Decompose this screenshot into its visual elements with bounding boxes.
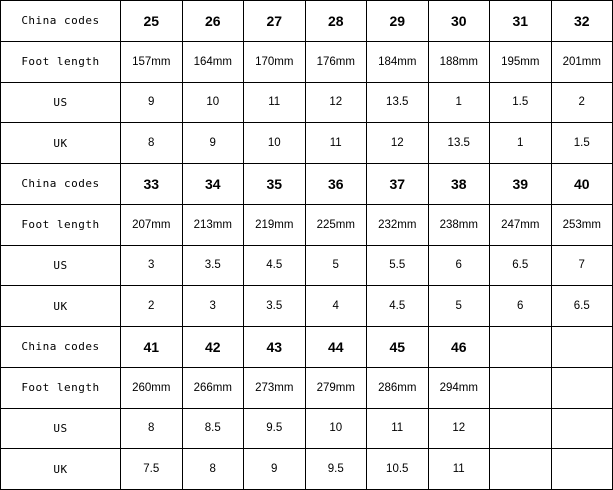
cell-china-code: 34 [182, 164, 244, 205]
cell-uk-size: 7.5 [121, 449, 183, 490]
cell-foot-length: 266mm [182, 367, 244, 408]
table-row [1, 1, 613, 42]
cell-foot-length: 219mm [244, 204, 306, 245]
table-row [1, 408, 613, 449]
cell-uk-size: 11 [305, 123, 367, 164]
cell-foot-length: 213mm [182, 204, 244, 245]
cell-uk-size: 8 [121, 123, 183, 164]
cell-foot-length: 286mm [367, 367, 429, 408]
cell-china-code: 29 [367, 1, 429, 42]
cell-us-size: 8 [121, 408, 183, 449]
table-row [1, 123, 613, 164]
cell-china-code: 31 [490, 1, 552, 42]
cell-china-code: 44 [305, 327, 367, 368]
cell-uk-size: 8 [182, 449, 244, 490]
cell-foot-length: 201mm [551, 41, 613, 82]
table-row [1, 41, 613, 82]
cell-us-size: 2 [551, 82, 613, 123]
cell-china-code: 36 [305, 164, 367, 205]
table-row [1, 449, 613, 490]
cell-uk-size: 1 [490, 123, 552, 164]
cell-foot-length: 238mm [428, 204, 490, 245]
cell-china-code: 30 [428, 1, 490, 42]
cell-uk-size: 9 [244, 449, 306, 490]
cell-china-code: 41 [121, 327, 183, 368]
cell-china-code: 27 [244, 1, 306, 42]
cell-foot-length: 273mm [244, 367, 306, 408]
cell-china-code: 28 [305, 1, 367, 42]
table-row [1, 164, 613, 205]
cell-china-code: 26 [182, 1, 244, 42]
cell-china-code: 43 [244, 327, 306, 368]
cell-uk-size: 10 [244, 123, 306, 164]
cell-empty [551, 367, 613, 408]
cell-foot-length: 253mm [551, 204, 613, 245]
cell-uk-size: 9 [182, 123, 244, 164]
cell-empty [551, 408, 613, 449]
cell-uk-size: 6 [490, 286, 552, 327]
cell-empty [490, 408, 552, 449]
row-label-us: US [1, 82, 121, 123]
cell-china-code: 25 [121, 1, 183, 42]
table-row [1, 204, 613, 245]
row-label-foot-length: Foot length [1, 41, 121, 82]
cell-us-size: 5.5 [367, 245, 429, 286]
cell-us-size: 3.5 [182, 245, 244, 286]
cell-us-size: 8.5 [182, 408, 244, 449]
cell-foot-length: 260mm [121, 367, 183, 408]
cell-foot-length: 184mm [367, 41, 429, 82]
cell-foot-length: 170mm [244, 41, 306, 82]
row-label-us: US [1, 245, 121, 286]
row-label-china-codes: China codes [1, 327, 121, 368]
cell-china-code: 38 [428, 164, 490, 205]
table-row [1, 367, 613, 408]
table-row [1, 286, 613, 327]
cell-empty [551, 449, 613, 490]
cell-uk-size: 11 [428, 449, 490, 490]
cell-china-code: 37 [367, 164, 429, 205]
cell-empty [490, 449, 552, 490]
cell-uk-size: 12 [367, 123, 429, 164]
row-label-china-codes: China codes [1, 164, 121, 205]
cell-china-code: 39 [490, 164, 552, 205]
cell-us-size: 12 [428, 408, 490, 449]
row-label-uk: UK [1, 449, 121, 490]
cell-foot-length: 232mm [367, 204, 429, 245]
cell-empty [490, 367, 552, 408]
cell-china-code: 35 [244, 164, 306, 205]
cell-us-size: 1 [428, 82, 490, 123]
row-label-foot-length: Foot length [1, 204, 121, 245]
cell-us-size: 12 [305, 82, 367, 123]
cell-foot-length: 164mm [182, 41, 244, 82]
cell-foot-length: 279mm [305, 367, 367, 408]
table-row [1, 82, 613, 123]
cell-uk-size: 9.5 [305, 449, 367, 490]
cell-foot-length: 176mm [305, 41, 367, 82]
cell-uk-size: 4.5 [367, 286, 429, 327]
cell-us-size: 11 [244, 82, 306, 123]
cell-china-code: 45 [367, 327, 429, 368]
cell-us-size: 6.5 [490, 245, 552, 286]
cell-us-size: 13.5 [367, 82, 429, 123]
cell-uk-size: 10.5 [367, 449, 429, 490]
cell-us-size: 10 [305, 408, 367, 449]
cell-us-size: 9.5 [244, 408, 306, 449]
cell-empty [490, 327, 552, 368]
cell-china-code: 46 [428, 327, 490, 368]
cell-empty [551, 327, 613, 368]
row-label-uk: UK [1, 123, 121, 164]
cell-us-size: 10 [182, 82, 244, 123]
cell-uk-size: 1.5 [551, 123, 613, 164]
cell-china-code: 32 [551, 1, 613, 42]
cell-china-code: 40 [551, 164, 613, 205]
cell-foot-length: 188mm [428, 41, 490, 82]
cell-uk-size: 13.5 [428, 123, 490, 164]
cell-foot-length: 195mm [490, 41, 552, 82]
cell-us-size: 7 [551, 245, 613, 286]
cell-uk-size: 3.5 [244, 286, 306, 327]
cell-uk-size: 5 [428, 286, 490, 327]
row-label-us: US [1, 408, 121, 449]
row-label-china-codes: China codes [1, 1, 121, 42]
cell-us-size: 5 [305, 245, 367, 286]
cell-uk-size: 6.5 [551, 286, 613, 327]
table-row [1, 245, 613, 286]
cell-us-size: 3 [121, 245, 183, 286]
cell-foot-length: 247mm [490, 204, 552, 245]
cell-foot-length: 207mm [121, 204, 183, 245]
row-label-uk: UK [1, 286, 121, 327]
cell-us-size: 4.5 [244, 245, 306, 286]
cell-us-size: 9 [121, 82, 183, 123]
cell-us-size: 1.5 [490, 82, 552, 123]
cell-uk-size: 4 [305, 286, 367, 327]
cell-foot-length: 157mm [121, 41, 183, 82]
row-label-foot-length: Foot length [1, 367, 121, 408]
cell-china-code: 42 [182, 327, 244, 368]
cell-foot-length: 225mm [305, 204, 367, 245]
cell-uk-size: 3 [182, 286, 244, 327]
cell-china-code: 33 [121, 164, 183, 205]
cell-uk-size: 2 [121, 286, 183, 327]
cell-us-size: 11 [367, 408, 429, 449]
cell-us-size: 6 [428, 245, 490, 286]
table-row [1, 327, 613, 368]
cell-foot-length: 294mm [428, 367, 490, 408]
